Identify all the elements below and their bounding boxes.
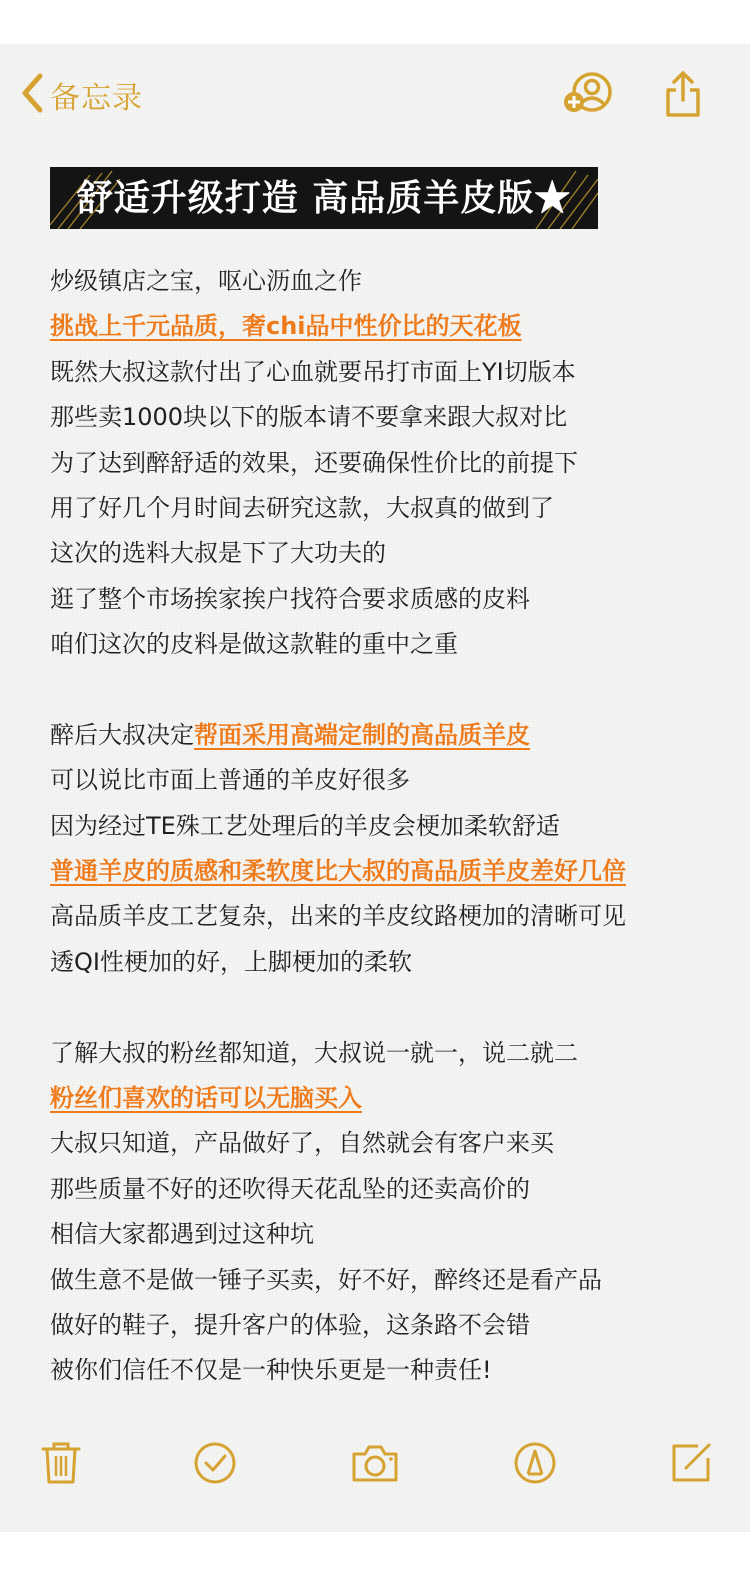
add-person-icon[interactable]	[562, 72, 616, 116]
note-text: 逛了整个市场挨家挨户找符合要求质感的皮料	[50, 584, 530, 613]
chevron-left-icon	[20, 73, 44, 117]
note-line	[50, 1031, 740, 1076]
note-line	[50, 1212, 740, 1257]
compose-icon[interactable]	[668, 1440, 714, 1486]
note-text: 透QI性梗加的好，上脚梗加的柔软	[50, 947, 412, 976]
note-line	[50, 1076, 740, 1121]
note-line	[50, 350, 740, 395]
note-text: 炒级镇店之宝，呕心沥血之作	[50, 267, 362, 295]
note-line	[50, 486, 740, 531]
note-text: 高品质羊皮工艺复杂，出来的羊皮纹路梗加的清晰可见	[50, 902, 626, 931]
note-body[interactable]	[50, 259, 740, 1394]
trash-icon[interactable]	[38, 1440, 84, 1486]
note-line	[50, 1258, 740, 1303]
note-line	[50, 758, 740, 803]
note-line	[50, 622, 740, 667]
note-line	[50, 940, 740, 985]
blank-line	[50, 668, 740, 713]
note-text: 被你们信任不仅是一种快乐更是一种责任!	[50, 1356, 492, 1385]
markup-pen-icon[interactable]	[512, 1440, 558, 1486]
note-text: 做生意不是做一锤子买卖，好不好，醉终还是看产品	[50, 1265, 602, 1294]
back-label: 备忘录	[50, 81, 143, 116]
share-icon[interactable]	[664, 70, 702, 118]
note-line	[50, 577, 740, 622]
note-line	[50, 713, 740, 758]
note-line	[50, 1167, 740, 1212]
note-text: 因为经过TE殊工艺处理后的羊皮会梗加柔软舒适	[50, 811, 560, 840]
camera-icon[interactable]	[350, 1440, 400, 1486]
highlighted-text: 帮面采用高端定制的高品质羊皮	[194, 720, 530, 749]
note-line	[50, 531, 740, 576]
note-text: 做好的鞋子，提升客户的体验，这条路不会错	[50, 1310, 530, 1339]
note-text: 大叔只知道，产品做好了，自然就会有客户来买	[50, 1129, 554, 1158]
note-line	[50, 395, 740, 440]
note-line	[50, 259, 740, 304]
note-text: 那些质量不好的还吹得天花乱坠的还卖高价的	[50, 1174, 530, 1203]
blank-line	[50, 985, 740, 1030]
note-line	[50, 804, 740, 849]
note-line	[50, 1348, 740, 1393]
note-text: 那些卖1000块以下的版本请不要拿来跟大叔对比	[50, 403, 568, 432]
note-text: 可以说比市面上普通的羊皮好很多	[50, 766, 410, 795]
back-button[interactable]	[20, 70, 143, 120]
note-text: 相信大家都遇到过这种坑	[50, 1220, 314, 1249]
note-line	[50, 304, 740, 349]
note-line	[50, 1121, 740, 1166]
checklist-icon[interactable]	[192, 1440, 238, 1486]
note-line	[50, 849, 740, 894]
highlighted-text: 普通羊皮的质感和柔软度比大叔的高品质羊皮差好几倍	[50, 857, 626, 886]
note-text: 用了好几个月时间去研究这款，大叔真的做到了	[50, 493, 554, 522]
note-line	[50, 441, 740, 486]
note-text: 了解大叔的粉丝都知道，大叔说一就一，说二就二	[50, 1038, 578, 1067]
note-text: 既然大叔这款付出了心血就要吊打市面上YI切版本	[50, 357, 576, 386]
note-text: 为了达到醉舒适的效果，还要确保性价比的前提下	[50, 448, 578, 477]
highlighted-text: 挑战上千元品质，奢chi品中性价比的天花板	[50, 312, 522, 341]
note-text: 咱们这次的皮料是做这款鞋的重中之重	[50, 630, 458, 659]
note-line	[50, 1303, 740, 1348]
note-line	[50, 894, 740, 939]
title-banner	[50, 167, 598, 229]
note-text: 醉后大叔决定	[50, 720, 194, 749]
page-title: 舒适升级打造 高品质羊皮版★	[76, 177, 572, 219]
note-text: 这次的选料大叔是下了大功夫的	[50, 539, 386, 568]
highlighted-text: 粉丝们喜欢的话可以无脑买入	[50, 1084, 362, 1113]
